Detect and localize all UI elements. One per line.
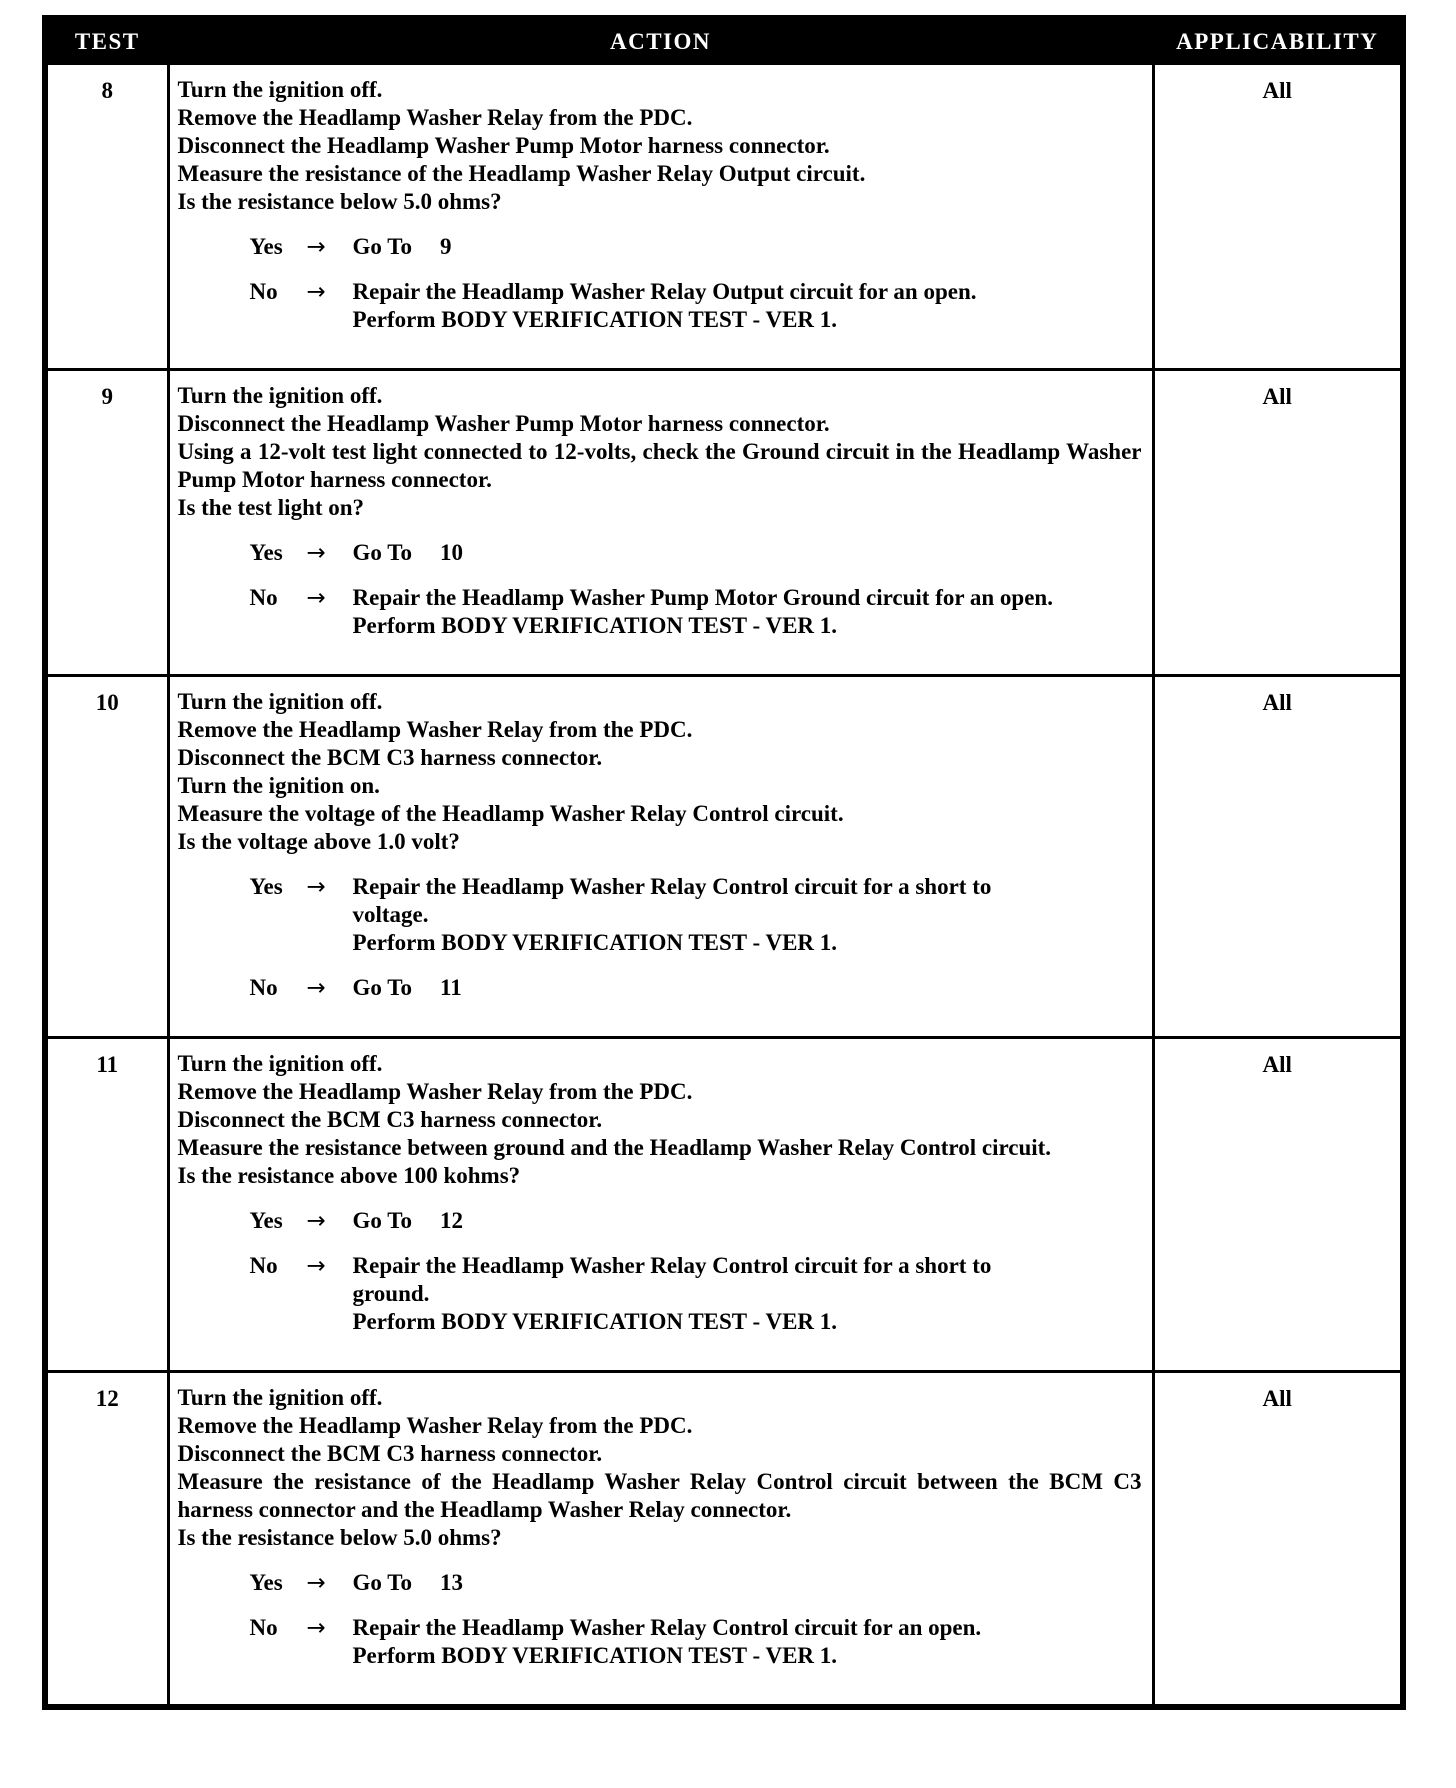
test-number: 12 [45,1372,168,1708]
action-cell [168,370,1153,676]
decision-row [250,1569,1142,1597]
action-text: Turn the ignition off. [177,383,383,408]
goto-target: 9 [439,234,452,259]
action-text: Disconnect the BCM C3 harness connector. [177,745,603,770]
instruction [353,539,1073,567]
action-text: Remove the Headlamp Washer Relay from the PDC. [177,1079,693,1104]
arrow-icon: → [306,1253,326,1279]
arrow-icon: → [306,1570,326,1596]
arrow-icon: → [306,585,326,611]
action-cell [168,64,1153,370]
decision-row [250,974,1142,1002]
applicability-value: All [1153,1038,1403,1372]
applicability-value: All [1153,370,1403,676]
decision-label: No [249,1253,278,1278]
table-row [45,1038,1403,1372]
decision-row [250,873,1142,957]
decision-row [250,1614,1142,1670]
instruction [353,974,1073,1002]
action-text: Turn the ignition off. [177,689,383,714]
arrow-icon: → [306,540,326,566]
action-text: Remove the Headlamp Washer Relay from the PDC. [177,105,693,130]
action-text: Turn the ignition off. [177,1385,383,1410]
decision-label: No [249,975,278,1000]
goto-target: 10 [439,540,463,565]
instruction-text: Repair the Headlamp Washer Relay Control circuit for a short to voltage. [352,874,992,927]
decision-row [250,1207,1142,1235]
applicability-value: All [1153,676,1403,1038]
decision-label: Yes [249,874,283,899]
goto-target: 13 [439,1570,463,1595]
decision-row [250,584,1142,640]
action-text: Remove the Headlamp Washer Relay from the PDC. [177,1413,693,1438]
instruction [353,1569,1073,1597]
action-text: Measure the voltage of the Headlamp Washer Relay Control circuit. [177,801,844,826]
arrow-icon: → [306,975,326,1001]
instruction [353,1207,1073,1235]
instruction [353,233,1073,261]
instruction [353,873,1073,957]
decision-label: No [249,279,278,304]
test-number: 9 [45,370,168,676]
action-text: Measure the resistance of the Headlamp Washer Relay Control circuit between the BCM C3 harness connector and the Headlamp Washer Relay connector. [177,1469,1142,1522]
action-text: Turn the ignition off. [177,77,383,102]
header-test: TEST [45,18,168,64]
decision-row [250,1252,1142,1336]
goto-label: Go To [352,540,412,565]
action-text: Remove the Headlamp Washer Relay from the PDC. [177,717,693,742]
instruction-text: Perform BODY VERIFICATION TEST - VER 1. [352,1309,838,1334]
decision-label: Yes [249,1208,283,1233]
table-row [45,370,1403,676]
test-number: 10 [45,676,168,1038]
action-text: Turn the ignition on. [177,773,380,798]
decision-label: Yes [249,234,283,259]
goto-target: 11 [439,975,462,1000]
instruction-text: Repair the Headlamp Washer Relay Control circuit for a short to ground. [352,1253,992,1306]
action-text: Disconnect the Headlamp Washer Pump Motor harness connector. [177,411,830,436]
decision-label: Yes [249,1570,283,1595]
arrow-icon: → [306,874,326,900]
applicability-value: All [1153,64,1403,370]
instruction [353,1614,1073,1670]
test-number: 11 [45,1038,168,1372]
action-cell [168,1372,1153,1708]
table-row [45,1372,1403,1708]
decision-label: Yes [249,540,283,565]
goto-target: 12 [439,1208,463,1233]
instruction [353,1252,1073,1336]
arrow-icon: → [306,234,326,260]
header-action: ACTION [168,18,1153,64]
decision-row [250,278,1142,334]
action-text: Is the test light on? [177,495,365,520]
goto-label: Go To [352,234,412,259]
goto-instruction [353,1569,1073,1597]
diagnostic-test-table [42,15,1406,1710]
action-text: Disconnect the BCM C3 harness connector. [177,1107,603,1132]
action-text: Is the resistance above 100 kohms? [177,1163,521,1188]
decision-label: No [249,1615,278,1640]
instruction-text: Repair the Headlamp Washer Pump Motor Ground circuit for an open. [352,585,1053,610]
action-text: Is the resistance below 5.0 ohms? [177,1525,502,1550]
decision-label: No [249,585,278,610]
header-applicability: APPLICABILITY [1153,18,1403,64]
table-header [45,18,1403,64]
goto-label: Go To [352,1208,412,1233]
action-text: Is the resistance below 5.0 ohms? [177,189,502,214]
goto-instruction [353,233,1073,261]
goto-instruction [353,974,1073,1002]
action-text: Disconnect the BCM C3 harness connector. [177,1441,603,1466]
instruction-text: Perform BODY VERIFICATION TEST - VER 1. [352,613,838,638]
action-cell [168,1038,1153,1372]
instruction [353,278,1073,334]
instruction-text: Perform BODY VERIFICATION TEST - VER 1. [352,930,838,955]
action-cell [168,676,1153,1038]
header-row [45,18,1403,64]
arrow-icon: → [306,1208,326,1234]
goto-instruction [353,539,1073,567]
action-text: Disconnect the Headlamp Washer Pump Motor harness connector. [177,133,830,158]
action-text: Measure the resistance between ground and the Headlamp Washer Relay Control circuit. [177,1135,1052,1160]
action-text: Is the voltage above 1.0 volt? [177,829,460,854]
arrow-icon: → [306,279,326,305]
arrow-icon: → [306,1615,326,1641]
action-text: Turn the ignition off. [177,1051,383,1076]
test-number: 8 [45,64,168,370]
instruction-text: Perform BODY VERIFICATION TEST - VER 1. [352,307,838,332]
instruction-text: Repair the Headlamp Washer Relay Control circuit for an open. [352,1615,982,1640]
instruction [353,584,1073,640]
goto-instruction [353,1207,1073,1235]
table-row [45,676,1403,1038]
instruction-text: Repair the Headlamp Washer Relay Output circuit for an open. [352,279,977,304]
decision-row [250,233,1142,261]
applicability-value: All [1153,1372,1403,1708]
table-row [45,64,1403,370]
action-text: Using a 12-volt test light connected to 12-volts, check the Ground circuit in the Headlamp Washer Pump Motor harness connector. [177,439,1142,492]
instruction-text: Perform BODY VERIFICATION TEST - VER 1. [352,1643,838,1668]
decision-row [250,539,1142,567]
goto-label: Go To [352,975,412,1000]
goto-label: Go To [352,1570,412,1595]
table-body [45,64,1403,1708]
action-text: Measure the resistance of the Headlamp Washer Relay Output circuit. [177,161,866,186]
